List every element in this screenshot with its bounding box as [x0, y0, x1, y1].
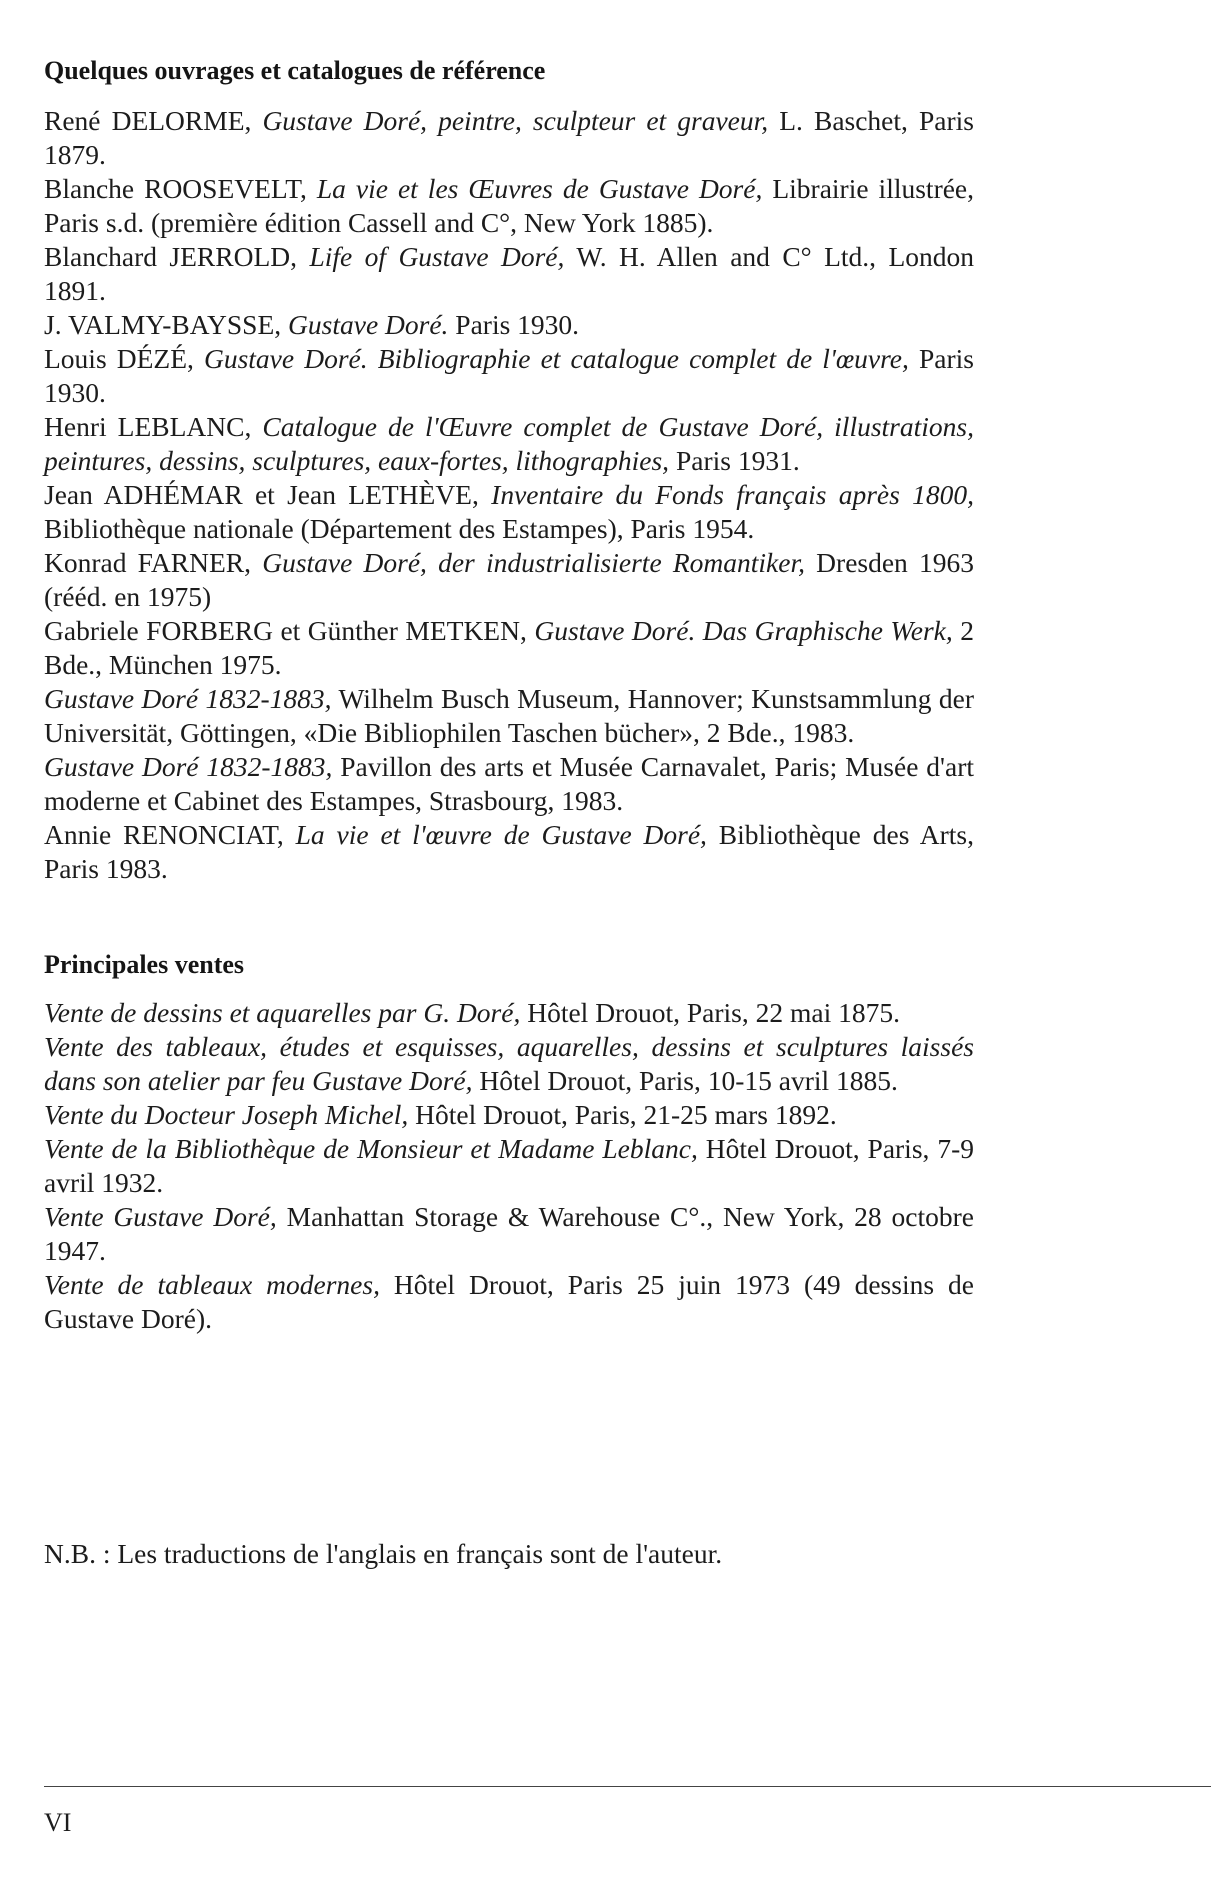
entry-publication: Hôtel Drouot, Paris, 21-25 mars 1892. — [408, 1099, 837, 1130]
entry-title: Gustave Doré, der industrialisierte Romantiker, — [262, 547, 805, 578]
bibliography-entry — [44, 682, 974, 750]
entry-title: Inventaire du Fonds français après 1800, — [491, 479, 974, 510]
entry-author: Konrad FARNER, — [44, 547, 263, 578]
entry-publication: Hôtel Drouot, Paris, 10-15 avril 1885. — [472, 1065, 898, 1096]
entry-title: Vente de la Bibliothèque de Monsieur et Madame Leblanc, — [44, 1133, 698, 1164]
translation-note: N.B. : Les traductions de l'anglais en français sont de l'auteur. — [44, 1538, 723, 1569]
entry-title: Vente de dessins et aquarelles par G. Doré, — [44, 997, 521, 1028]
entry-publication: Paris 1931. — [669, 445, 800, 476]
sales-list — [44, 996, 974, 1336]
entry-publication: Manhattan Storage & Warehouse C°., New York, 28 octobre 1947. — [44, 1201, 974, 1266]
entry-title: Gustave Doré. Bibliographie et catalogue complet de l'œuvre, — [203, 343, 909, 374]
entry-author: Gabriele FORBERG et Günther METKEN, — [44, 615, 535, 646]
bibliography-entry — [44, 546, 974, 614]
entry-publication: W. H. Allen and C° Ltd., London 1891. — [44, 241, 974, 306]
entry-title: Gustave Doré, peintre, sculpteur et graveur, — [262, 105, 769, 136]
entry-title: La vie et les Œuvres de Gustave Doré, — [316, 173, 763, 204]
references-list — [44, 104, 974, 886]
entry-publication: Hôtel Drouot, Paris, 7-9 avril 1932. — [44, 1133, 974, 1198]
entry-author: Blanchard JERROLD, — [44, 241, 310, 272]
entry-publication: Paris 1930. — [448, 309, 580, 340]
entry-title: Vente Gustave Doré, — [44, 1201, 277, 1232]
bibliography-entry — [44, 172, 974, 240]
entry-author: René DELORME, — [44, 105, 263, 136]
bibliography-entry — [44, 750, 974, 818]
entry-publication: Hôtel Drouot, Paris, 22 mai 1875. — [520, 997, 900, 1028]
bibliography-entry — [44, 614, 974, 682]
sales-heading: Principales ventes — [44, 950, 245, 979]
entry-title: Gustave Doré 1832-1883, — [44, 751, 333, 782]
entry-publication: Dresden 1963 (rééd. en 1975) — [44, 547, 975, 612]
bibliography-entry — [44, 1268, 974, 1336]
entry-publication: 2 Bde., München 1975. — [44, 615, 974, 680]
entry-publication: Bibliothèque des Arts, Paris 1983. — [44, 819, 974, 884]
bibliography-entry — [44, 1030, 974, 1098]
bibliography-entry — [44, 308, 974, 342]
entry-publication: L. Baschet, Paris 1879. — [44, 105, 974, 170]
entry-title: Vente des tableaux, études et esquisses, aquarelles, dessins et sculptures laissés dans son atelier par feu Gustave Doré, — [44, 1031, 974, 1096]
entry-publication: Hôtel Drouot, Paris 25 juin 1973 (49 dessins de Gustave Doré). — [44, 1269, 974, 1334]
entry-title: Catalogue de l'Œuvre complet de Gustave Doré, illustrations, peintures, dessins, sculptures, eaux-fortes, lithographies, — [44, 411, 974, 476]
bibliography-entry — [44, 478, 974, 546]
bibliography-entry — [44, 996, 974, 1030]
bibliography-entry — [44, 240, 974, 308]
entry-author: Blanche ROOSEVELT, — [44, 173, 317, 204]
entry-publication: Wilhelm Busch Museum, Hannover; Kunstsammlung der Universität, Göttingen, «Die Bibliophilen Taschen bücher», 2 Bde., 1983. — [44, 683, 974, 748]
bibliography-entry — [44, 342, 974, 410]
bibliography-entry — [44, 818, 974, 886]
entry-publication: Bibliothèque nationale (Département des Estampes), Paris 1954. — [44, 513, 755, 544]
entry-publication: Librairie illustrée, Paris s.d. (première édition Cassell and C°, New York 1885). — [44, 173, 975, 238]
entry-publication: Pavillon des arts et Musée Carnavalet, Paris; Musée d'art moderne et Cabinet des Estampes, Strasbourg, 1983. — [44, 751, 974, 816]
entry-author: Louis DÉZÉ, — [44, 343, 204, 374]
bibliography-entry — [44, 104, 974, 172]
entry-title: Vente de tableaux modernes, — [44, 1269, 380, 1300]
footer-rule — [44, 1786, 1211, 1787]
entry-author: Henri LEBLANC, — [44, 411, 263, 442]
bibliography-entry — [44, 1200, 974, 1268]
entry-publication: Paris 1930. — [44, 343, 974, 408]
entry-title: Vente du Docteur Joseph Michel, — [44, 1099, 409, 1130]
page-number: VI — [44, 1808, 72, 1837]
entry-title: Gustave Doré. Das Graphische Werk, — [534, 615, 953, 646]
entry-title: Gustave Doré. — [288, 309, 449, 340]
entry-title: Gustave Doré 1832-1883, — [44, 683, 332, 714]
references-heading: Quelques ouvrages et catalogues de référence — [44, 56, 546, 85]
entry-author: Annie RENONCIAT, — [44, 819, 296, 850]
bibliography-entry — [44, 410, 974, 478]
bibliography-entry — [44, 1132, 974, 1200]
entry-title: La vie et l'œuvre de Gustave Doré, — [295, 819, 707, 850]
entry-author: Jean ADHÉMAR et Jean LETHÈVE, — [44, 479, 492, 510]
entry-title: Life of Gustave Doré, — [309, 241, 565, 272]
entry-author: J. VALMY-BAYSSE, — [44, 309, 289, 340]
bibliography-entry — [44, 1098, 974, 1132]
